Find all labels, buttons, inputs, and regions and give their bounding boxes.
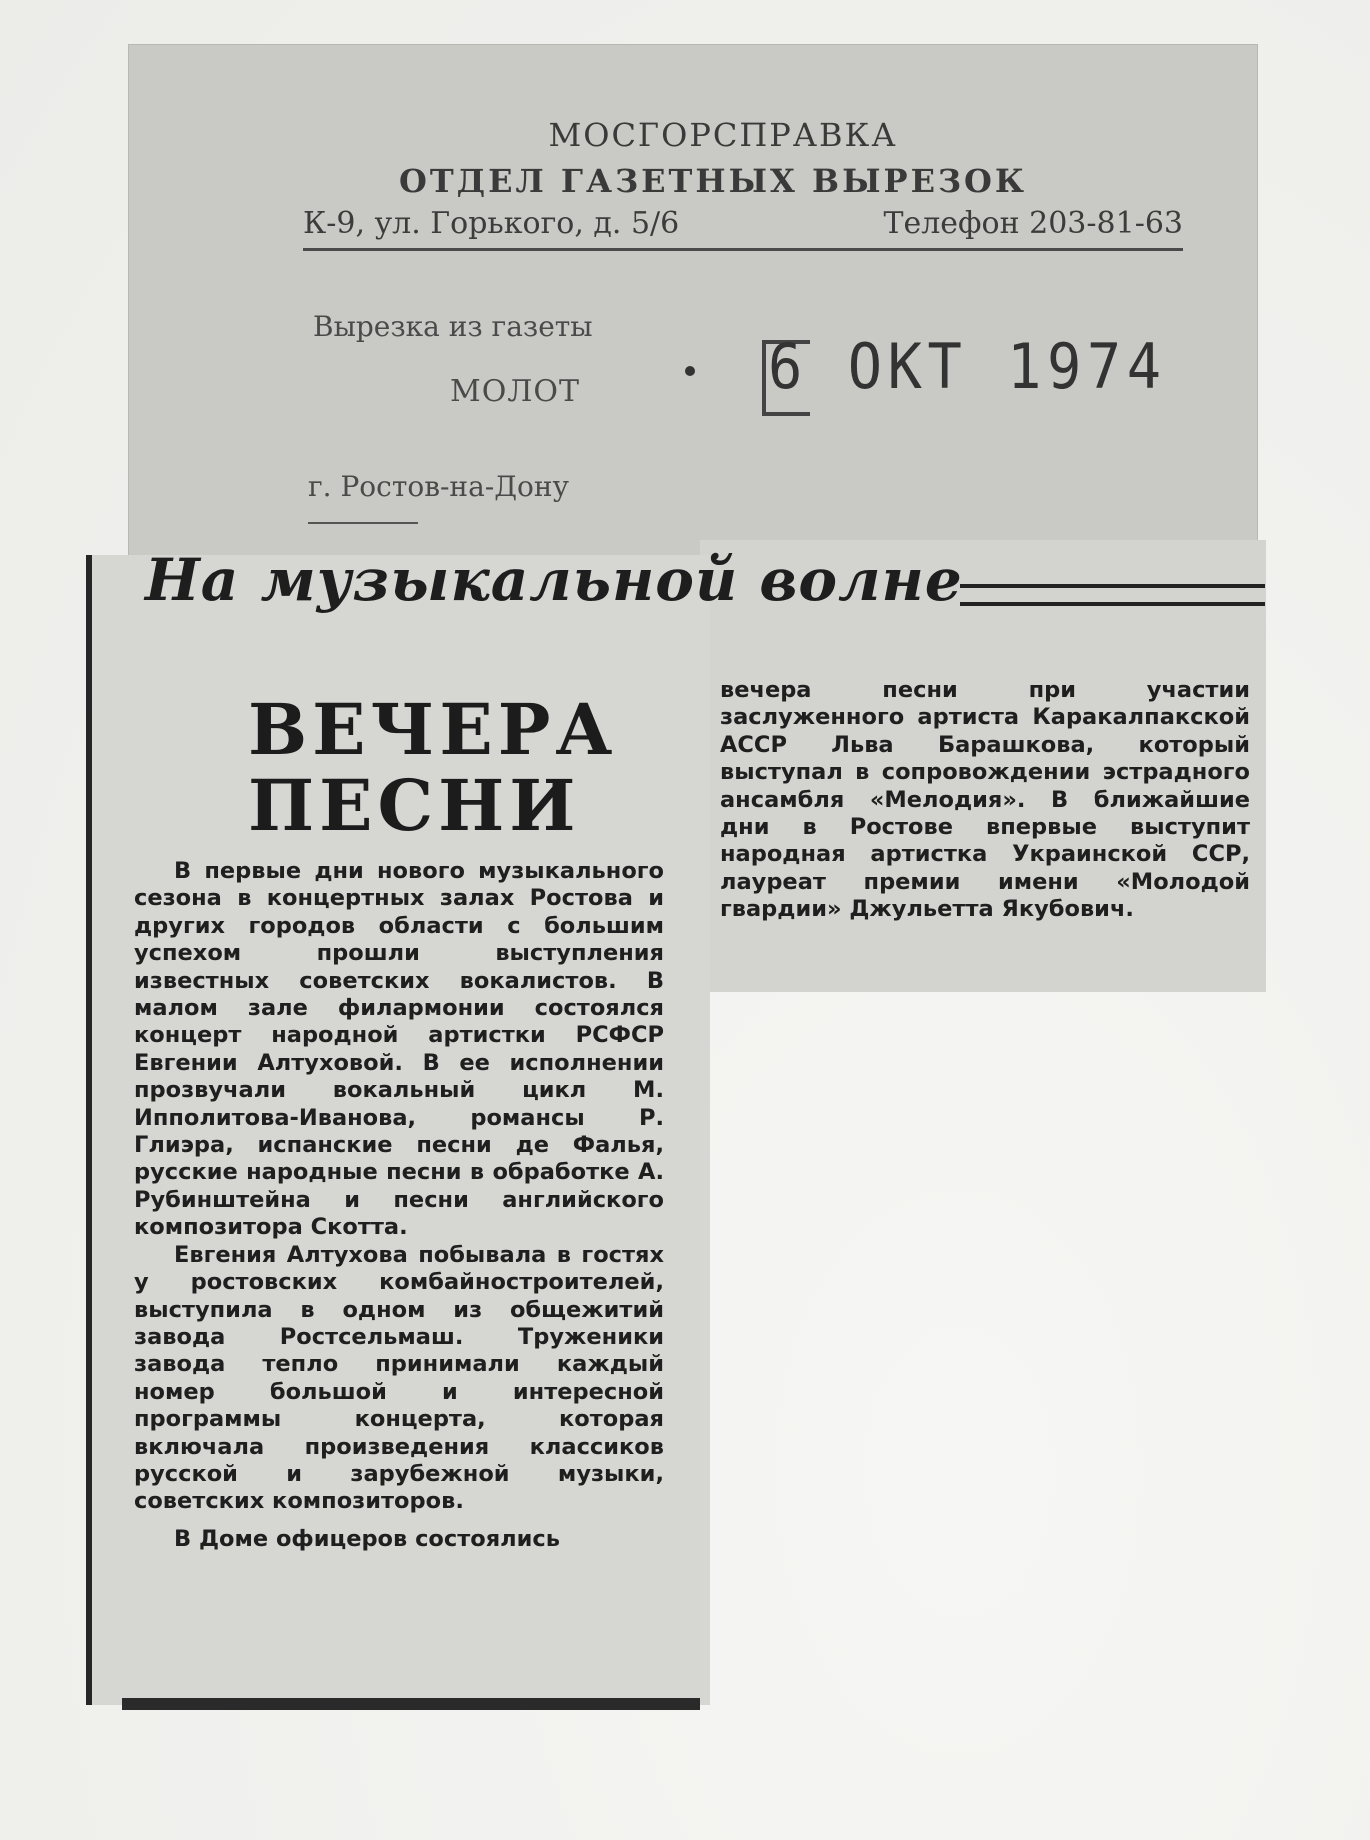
article-paragraph: Евгения Алтухова побывала в гостях у ростовских комбайностроителей, выступила в одном из общежитий завода Ростсельмаш. Труженики завода тепло принимали каждый номер большой и интересной программы концерта, которая включала произведения классиков русской и зарубежной музыки, советских композиторов. — [134, 1241, 664, 1515]
article-paragraph-continued: вечера песни при участии заслуженного артиста Каракалпакской АССР Льва Барашкова, который выступал в сопровождении эстрадного ансамбля «Мелодия». В ближайшие дни в Ростове впервые выступит народная артистка Украинской ССР, лауреат премии имени «Молодой гвардии» Джульетта Якубович. — [720, 677, 1250, 923]
city-underline — [308, 522, 418, 524]
rubric-rule — [960, 602, 1265, 606]
bottom-rule — [122, 1698, 700, 1710]
newspaper-name: МОЛОТ — [450, 374, 580, 409]
stamp-dot — [685, 366, 695, 376]
bureau-address: К-9, ул. Горького, д. 5/6 — [303, 206, 680, 241]
article-left-column — [134, 858, 664, 1553]
bureau-department: ОТДЕЛ ГАЗЕТНЫХ ВЫРЕЗОК — [398, 162, 1028, 200]
headline-line-2: ПЕСНИ — [248, 764, 581, 847]
headline-line-1: ВЕЧЕРА — [248, 688, 618, 771]
bureau-name: МОСГОРСПРАВКА — [548, 116, 898, 154]
rubric-rules — [960, 584, 1265, 620]
bureau-contact-row — [303, 206, 1183, 251]
article-paragraph: В Доме офицеров состоялись — [174, 1525, 560, 1552]
clipping-bureau-slip — [128, 44, 1258, 564]
source-label: Вырезка из газеты — [313, 310, 593, 343]
article-paragraph: В первые дни нового музыкального сезона в концертных залах Ростова и других городов области с большим успехом прошли выступления известных советских вокалистов. В малом зале филармонии состоялся концерт народной артистки РСФСР Евгении Алтуховой. В ее исполнении прозвучали вокальный цикл М. Ипполитова-Иванова, романсы Р. Глиэра, испанские песни де Фалья, русские народные песни в обработке А. Рубинштейна и песни английского композитора Скотта. — [134, 858, 664, 1241]
bureau-phone: Телефон 203-81-63 — [883, 206, 1183, 241]
date-stamp: 6 ОКТ 1974 — [768, 330, 1167, 403]
rubric-title: На музыкальной волне — [145, 546, 963, 614]
newspaper-city: г. Ростов-на-Дону — [308, 470, 569, 503]
article-right-column — [720, 677, 1250, 924]
rubric-rule — [960, 584, 1265, 588]
